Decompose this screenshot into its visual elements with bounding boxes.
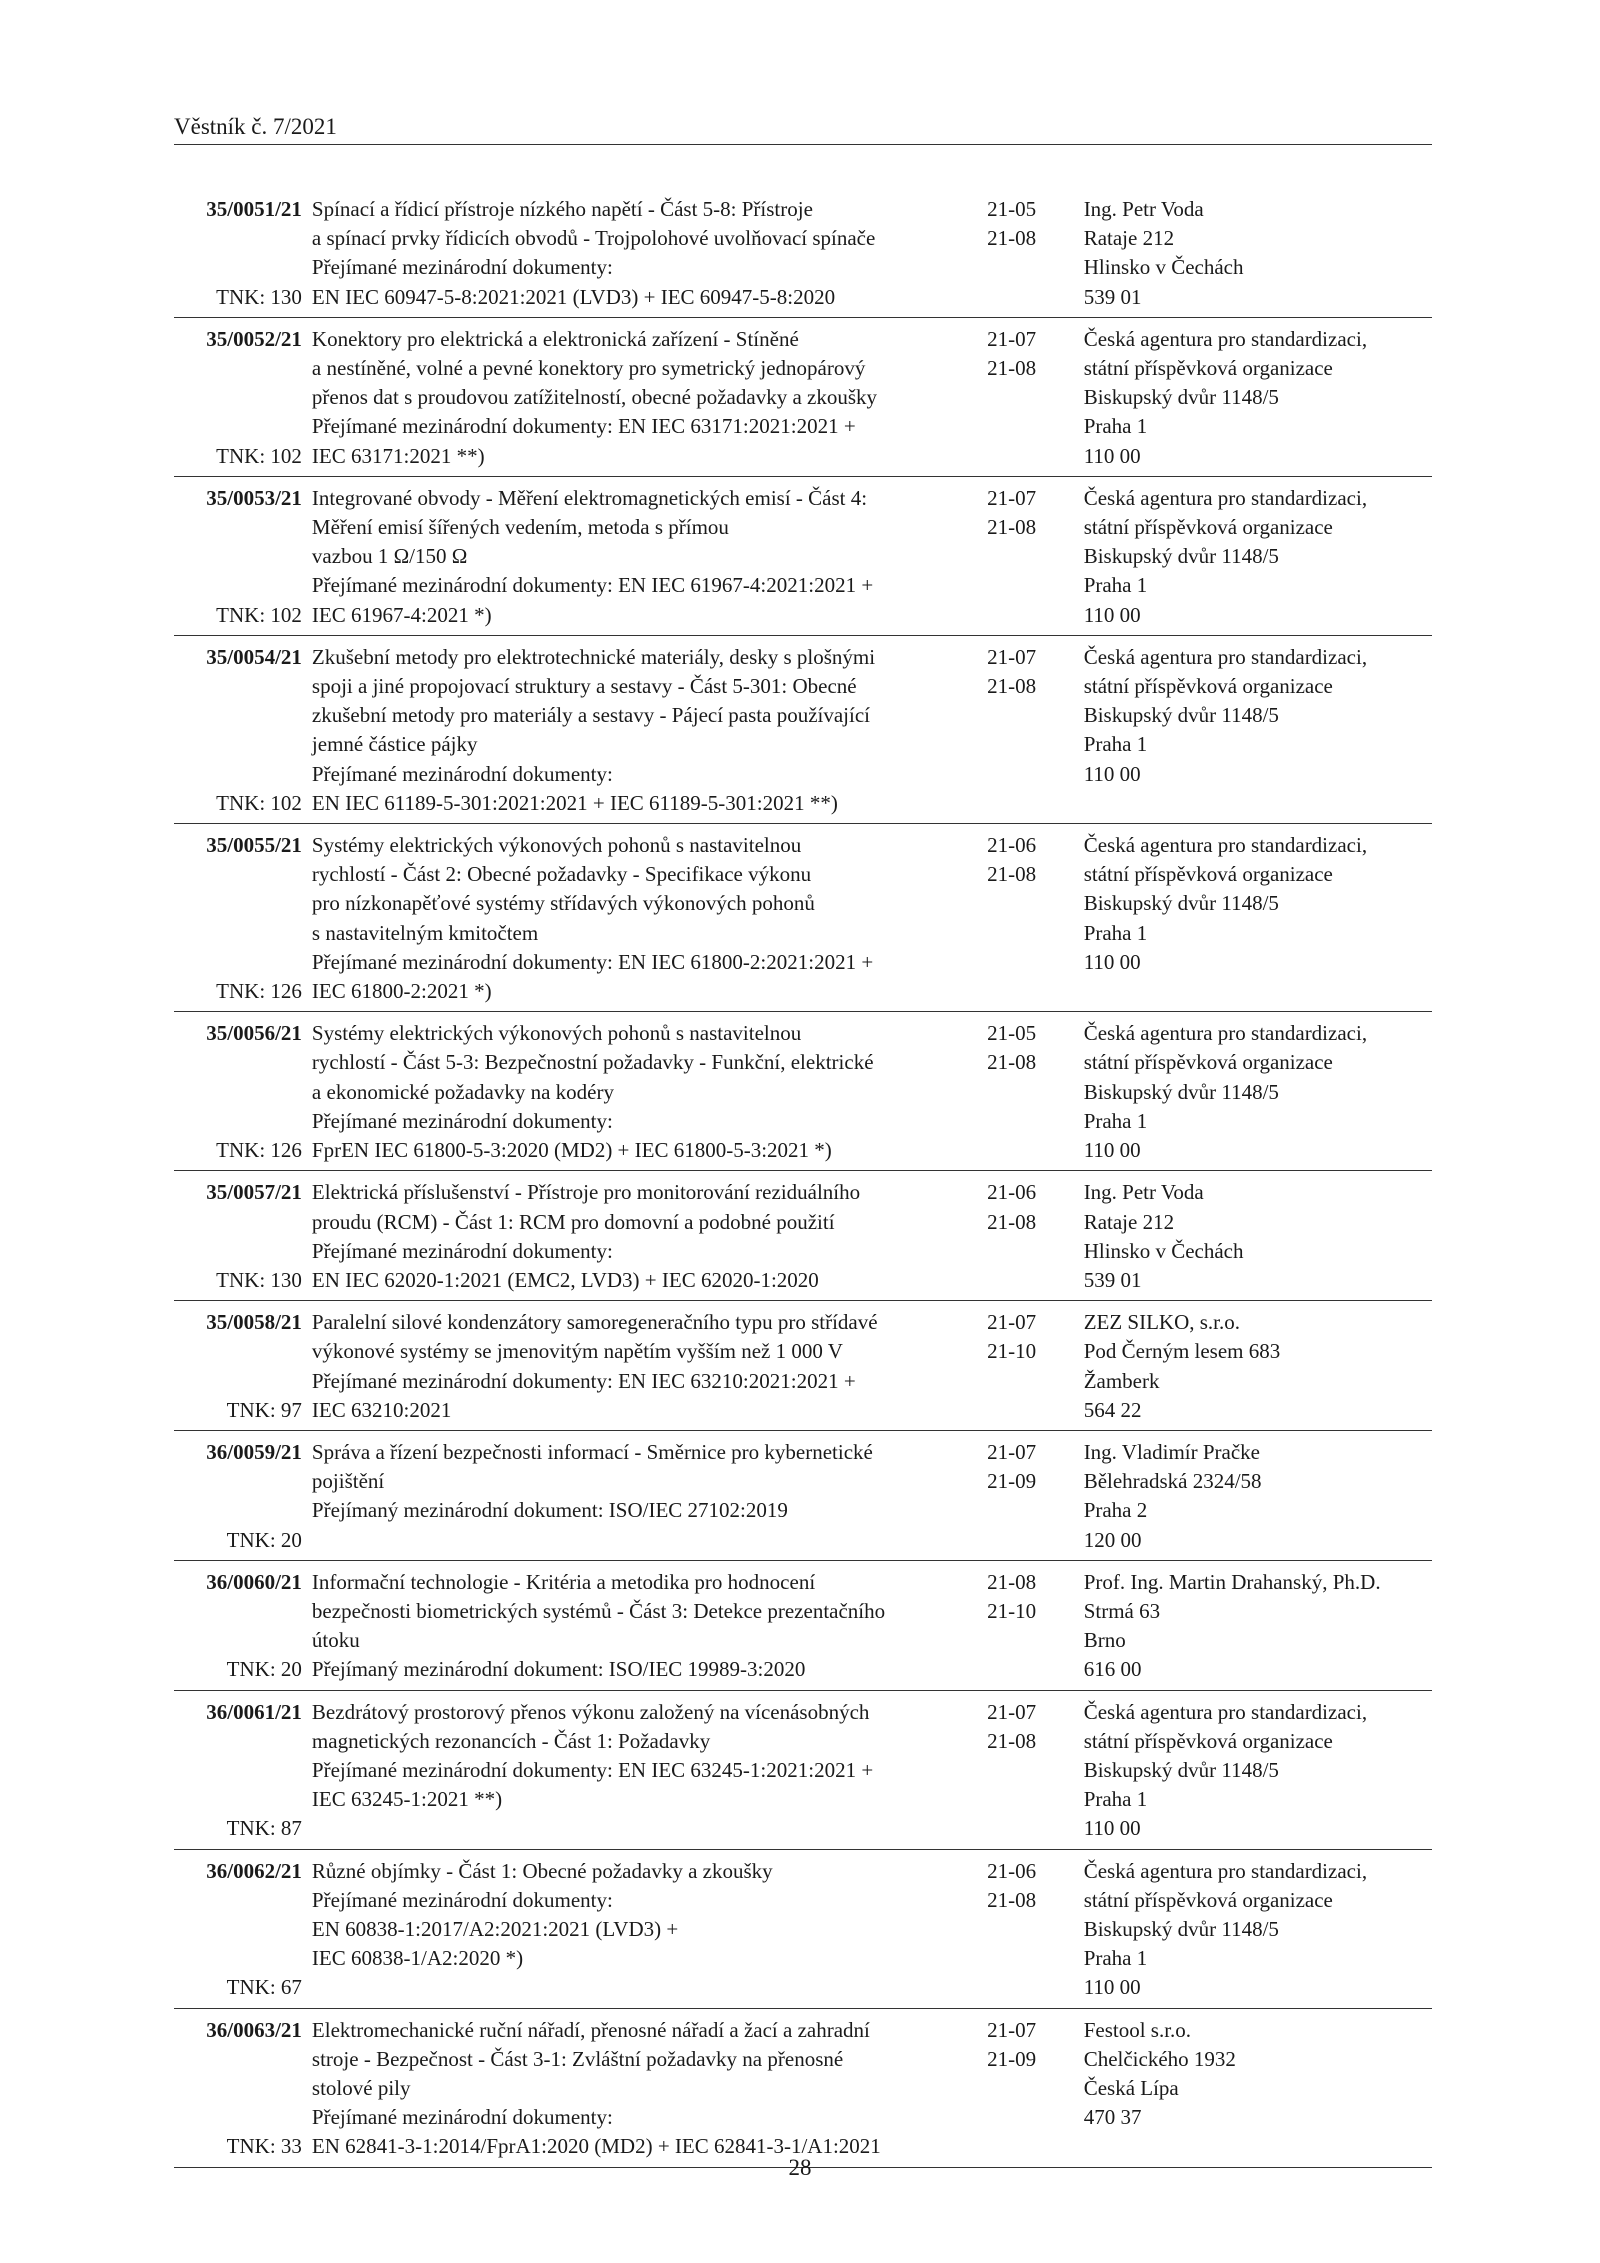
entry-title-line: a nestíněné, volné a pevné konektory pro symetrický jednopárový [311, 356, 866, 381]
entry-title [302, 325, 977, 471]
entry-dates [977, 195, 1074, 312]
entry-contact-line: Česká agentura pro standardizaci, [1083, 326, 1368, 351]
entry-dates-line: 21-08 [987, 674, 1037, 699]
entry-contact-line: státní příspěvková organizace [1083, 1887, 1333, 1912]
entry-id-column [174, 2016, 302, 2162]
entry-dates-line: 21-10 [987, 1339, 1037, 1364]
entry-title-line: Přejímané mezinárodní dokumenty: EN IEC 61967-4:2021:2021 + [311, 573, 874, 598]
entry-title-line: Elektromechanické ruční nářadí, přenosné nářadí a žací a zahradní [311, 2017, 870, 2042]
entry-title-line: Integrované obvody - Měření elektromagnetických emisí - Část 4: [311, 485, 868, 510]
entry-contact [1074, 643, 1432, 818]
entry-id-column [174, 1698, 302, 1844]
entry-dates-line: 21-08 [987, 1209, 1037, 1234]
entry-code: 36/0062/21 [206, 1858, 302, 1883]
entry-code: 36/0060/21 [206, 1569, 302, 1594]
entry-title-line: Přejímaný mezinárodní dokument: ISO/IEC 27102:2019 [311, 1498, 788, 1523]
entry-id-column [174, 195, 302, 312]
entry-contact-line: Praha 1 [1083, 732, 1148, 757]
entry-title-line: Informační technologie - Kritéria a metodika pro hodnocení [311, 1569, 816, 1594]
entry-tnk: TNK: 130 [216, 284, 302, 309]
entry-code: 35/0052/21 [206, 326, 302, 351]
entry-contact-line: Chelčického 1932 [1083, 2046, 1236, 2071]
entry-dates-line: 21-08 [987, 1887, 1037, 1912]
entry-title-line: pro nízkonapěťové systémy střídavých výkonových pohonů [311, 891, 815, 916]
entry-code: 35/0051/21 [206, 197, 302, 221]
standard-entry [174, 1301, 1432, 1431]
entry-tnk: TNK: 126 [216, 1138, 302, 1163]
entry-title-line: Systémy elektrických výkonových pohonů s nastavitelnou [311, 833, 802, 858]
standard-entry [174, 2009, 1432, 2168]
entry-title [302, 1178, 977, 1295]
entry-code: 35/0057/21 [206, 1180, 302, 1205]
entry-title-line: Přejímané mezinárodní dokumenty: [311, 2105, 613, 2130]
entry-contact-line: 110 00 [1083, 1975, 1141, 2000]
entry-title-line: Systémy elektrických výkonových pohonů s nastavitelnou [311, 1021, 802, 1046]
entry-contact [1074, 1019, 1432, 1165]
entry-contact-line: Ing. Vladimír Pračke [1083, 1439, 1261, 1464]
entry-id-column [174, 484, 302, 630]
entry-contact [1074, 1438, 1432, 1555]
entry-dates-line: 21-06 [987, 1180, 1037, 1205]
entry-contact [1074, 2016, 1432, 2162]
entry-title-line: IEC 63171:2021 **) [311, 443, 485, 468]
entry-dates [977, 831, 1074, 1006]
entry-title-line: Spínací a řídicí přístroje nízkého napětí - Část 5-8: Přístroje [311, 197, 813, 221]
entry-contact-line: Biskupský dvůr 1148/5 [1083, 1079, 1279, 1104]
entry-contact [1074, 831, 1432, 1006]
entry-dates-line: 21-07 [987, 1439, 1037, 1464]
entry-id-column [174, 325, 302, 471]
entry-dates-line: 21-07 [987, 1310, 1037, 1335]
entry-contact-line: Česká agentura pro standardizaci, [1083, 1858, 1368, 1883]
entry-title-line: Přejímané mezinárodní dokumenty: [311, 1238, 613, 1263]
entry-id-column [174, 1857, 302, 2003]
entry-title-line: FprEN IEC 61800-5-3:2020 (MD2) + IEC 61800-5-3:2021 *) [311, 1138, 832, 1163]
entry-code: 36/0059/21 [206, 1439, 302, 1464]
entry-id-column [174, 831, 302, 1006]
entry-contact-line: Pod Černým lesem 683 [1083, 1339, 1281, 1364]
entry-title [302, 1308, 977, 1425]
entry-title-line: Přejímané mezinárodní dokumenty: [311, 1887, 613, 1912]
entry-title-line: EN 60838-1:2017/A2:2021:2021 (LVD3) + [311, 1916, 679, 1941]
entry-contact-line: Biskupský dvůr 1148/5 [1083, 1916, 1279, 1941]
entry-dates [977, 1568, 1074, 1685]
entry-title-line: výkonové systémy se jmenovitým napětím vyšším než 1 000 V [311, 1339, 843, 1364]
entry-id-column [174, 1308, 302, 1425]
entry-dates [977, 1019, 1074, 1165]
entry-title-line: a spínací prvky řídicích obvodů - Trojpolohové uvolňovací spínače [311, 226, 876, 251]
entry-title-line: Přejímané mezinárodní dokumenty: EN IEC 61800-2:2021:2021 + [311, 949, 874, 974]
entry-dates-line: 21-05 [987, 1021, 1037, 1046]
entry-code: 35/0054/21 [206, 644, 302, 669]
entry-code: 36/0061/21 [206, 1699, 302, 1724]
entry-title [302, 1698, 977, 1844]
entry-id-column [174, 643, 302, 818]
entry-contact-line: 110 00 [1083, 1816, 1141, 1841]
entry-title [302, 1019, 977, 1165]
entry-dates-line: 21-08 [987, 1728, 1037, 1753]
entry-title-line: Přejímané mezinárodní dokumenty: [311, 255, 613, 280]
entry-title-line: Zkušební metody pro elektrotechnické materiály, desky s plošnými [311, 644, 876, 669]
entry-contact-line: Biskupský dvůr 1148/5 [1083, 544, 1279, 569]
entry-dates-line: 21-07 [987, 644, 1037, 669]
entry-title [302, 1438, 977, 1555]
entry-contact-line: Praha 2 [1083, 1498, 1148, 1523]
entry-tnk: TNK: 20 [226, 1657, 302, 1682]
standard-entry [174, 1850, 1432, 2009]
entry-title-line: EN IEC 62020-1:2021 (EMC2, LVD3) + IEC 62020-1:2020 [311, 1267, 819, 1292]
entry-contact-line: 110 00 [1083, 761, 1141, 786]
entry-dates-line: 21-08 [987, 515, 1037, 540]
entry-contact-line: 564 22 [1083, 1397, 1142, 1422]
entry-title [302, 195, 977, 312]
header-divider [174, 144, 1432, 145]
entry-title-line: Přejímané mezinárodní dokumenty: EN IEC 63171:2021:2021 + [311, 414, 856, 439]
entry-title-line: proudu (RCM) - Část 1: RCM pro domovní a podobné použití [311, 1209, 835, 1234]
standard-entry [174, 1171, 1432, 1301]
entry-title-line: Měření emisí šířených vedením, metoda s přímou [311, 515, 729, 540]
entry-dates [977, 484, 1074, 630]
entry-tnk: TNK: 33 [226, 2134, 302, 2159]
entry-contact-line: Prof. Ing. Martin Drahanský, Ph.D. [1083, 1569, 1381, 1594]
entry-title-line: Paralelní silové kondenzátory samoregeneračního typu pro střídavé [311, 1310, 878, 1335]
entry-id-column [174, 1438, 302, 1555]
entry-contact-line: Česká agentura pro standardizaci, [1083, 1699, 1368, 1724]
entry-contact-line: Rataje 212 [1083, 1209, 1175, 1234]
entry-contact-line: státní příspěvková organizace [1083, 674, 1333, 699]
entry-title [302, 643, 977, 818]
page-header-title: Věstník č. 7/2021 [174, 114, 337, 139]
entry-tnk: TNK: 102 [216, 443, 302, 468]
entry-contact-line: Praha 1 [1083, 1946, 1148, 1971]
entry-tnk: TNK: 67 [226, 1975, 302, 2000]
entry-contact-line: 110 00 [1083, 602, 1141, 627]
entry-contact-line: 110 00 [1083, 949, 1141, 974]
entry-contact-line: Strmá 63 [1083, 1598, 1161, 1623]
entry-title-line: rychlostí - Část 2: Obecné požadavky - Specifikace výkonu [311, 862, 812, 887]
entry-tnk: TNK: 20 [226, 1527, 302, 1552]
entry-contact-line: Bělehradská 2324/58 [1083, 1469, 1262, 1494]
entry-contact-line: Brno [1083, 1628, 1126, 1653]
entry-contact-line: Praha 1 [1083, 414, 1148, 439]
entry-title [302, 1857, 977, 2003]
entry-dates-line: 21-08 [987, 1050, 1037, 1075]
entry-tnk: TNK: 87 [226, 1816, 302, 1841]
entry-dates-line: 21-06 [987, 1858, 1037, 1883]
entry-contact-line: 539 01 [1083, 1267, 1142, 1292]
entry-contact-line: Česká agentura pro standardizaci, [1083, 485, 1368, 510]
entry-contact-line: 110 00 [1083, 443, 1141, 468]
entry-dates-line: 21-07 [987, 1699, 1037, 1724]
entry-tnk: TNK: 97 [226, 1397, 302, 1422]
entry-code: 35/0058/21 [206, 1310, 302, 1335]
entry-dates-line: 21-08 [987, 1569, 1037, 1594]
entry-contact [1074, 1568, 1432, 1685]
entry-contact-line: Ing. Petr Voda [1083, 197, 1204, 221]
entry-title-line: s nastavitelným kmitočtem [311, 920, 539, 945]
entry-dates-line: 21-05 [987, 197, 1037, 221]
entry-contact [1074, 1857, 1432, 2003]
entry-title-line: EN IEC 61189-5-301:2021:2021 + IEC 61189-5-301:2021 **) [311, 790, 838, 815]
entry-dates-line: 21-09 [987, 1469, 1037, 1494]
entry-contact-line: státní příspěvková organizace [1083, 1728, 1333, 1753]
entry-tnk: TNK: 102 [216, 602, 302, 627]
entry-title [302, 484, 977, 630]
entry-title-line: Přejímané mezinárodní dokumenty: EN IEC 63210:2021:2021 + [311, 1368, 856, 1393]
standard-entry [174, 1431, 1432, 1561]
entry-title-line: IEC 61800-2:2021 *) [311, 979, 492, 1004]
entry-contact-line: státní příspěvková organizace [1083, 1050, 1333, 1075]
entry-contact-line: Praha 1 [1083, 1108, 1148, 1133]
entry-title-line: IEC 63245-1:2021 **) [311, 1787, 503, 1812]
entry-contact-line: Česká Lípa [1083, 2075, 1179, 2100]
entry-title-line: vazbou 1 Ω/150 Ω [311, 544, 468, 569]
entry-dates-line: 21-08 [987, 226, 1037, 251]
entry-id-column [174, 1019, 302, 1165]
entry-dates [977, 1438, 1074, 1555]
standard-entry [174, 318, 1432, 477]
entry-contact-line: Biskupský dvůr 1148/5 [1083, 385, 1279, 410]
entry-contact-line: Biskupský dvůr 1148/5 [1083, 1757, 1279, 1782]
entry-contact-line: Praha 1 [1083, 573, 1148, 598]
entry-code: 36/0063/21 [206, 2017, 302, 2042]
entry-title-line: Různé objímky - Část 1: Obecné požadavky a zkoušky [311, 1858, 773, 1883]
entry-contact-line: Hlinsko v Čechách [1083, 255, 1244, 280]
entry-dates-line: 21-07 [987, 485, 1037, 510]
entry-title-line: EN 62841-3-1:2014/FprA1:2020 (MD2) + IEC 62841-3-1/A1:2021 [311, 2134, 881, 2159]
entry-contact [1074, 484, 1432, 630]
entry-contact-line: Česká agentura pro standardizaci, [1083, 833, 1368, 858]
entry-contact-line: Biskupský dvůr 1148/5 [1083, 891, 1279, 916]
entry-contact-line: Biskupský dvůr 1148/5 [1083, 703, 1279, 728]
entry-title-line: EN IEC 60947-5-8:2021:2021 (LVD3) + IEC 60947-5-8:2020 [311, 284, 836, 309]
standard-entry [174, 824, 1432, 1012]
entry-dates-line: 21-07 [987, 2017, 1037, 2042]
entry-title-line: IEC 63210:2021 [311, 1397, 452, 1422]
entry-contact [1074, 1178, 1432, 1295]
entry-contact-line: 616 00 [1083, 1657, 1142, 1682]
entry-dates-line: 21-08 [987, 862, 1037, 887]
entry-dates-line: 21-08 [987, 356, 1037, 381]
entry-contact-line: Česká agentura pro standardizaci, [1083, 1021, 1368, 1046]
standard-entry [174, 636, 1432, 824]
entry-title-line: magnetických rezonancích - Část 1: Požadavky [311, 1728, 711, 1753]
page-number: 28 [788, 2155, 812, 2180]
entry-contact-line: Hlinsko v Čechách [1083, 1238, 1244, 1263]
entry-code: 35/0056/21 [206, 1021, 302, 1046]
entry-contact-line: Praha 1 [1083, 920, 1148, 945]
entry-dates [977, 1857, 1074, 2003]
standard-entry [174, 1561, 1432, 1691]
entry-title [302, 2016, 977, 2162]
entry-title-line: Elektrická příslušenství - Přístroje pro monitorování reziduálního [311, 1180, 861, 1205]
entry-title-line: IEC 61967-4:2021 *) [311, 602, 492, 627]
entry-tnk: TNK: 102 [216, 790, 302, 815]
entry-contact-line: státní příspěvková organizace [1083, 356, 1333, 381]
entry-title-line: a ekonomické požadavky na kodéry [311, 1079, 614, 1104]
entry-title-line: Správa a řízení bezpečnosti informací - Směrnice pro kybernetické [311, 1439, 873, 1464]
entry-dates [977, 2016, 1074, 2162]
entry-contact-line: 539 01 [1083, 284, 1142, 309]
entry-id-column [174, 1178, 302, 1295]
entry-title-line: rychlostí - Část 5-3: Bezpečnostní požadavky - Funkční, elektrické [311, 1050, 874, 1075]
entry-title-line: Bezdrátový prostorový přenos výkonu založený na vícenásobných [311, 1699, 870, 1724]
entry-contact-line: 110 00 [1083, 1138, 1141, 1163]
entry-contact-line: 470 37 [1083, 2105, 1142, 2130]
entry-dates [977, 643, 1074, 818]
standard-entry [174, 1012, 1432, 1171]
entry-tnk: TNK: 130 [216, 1267, 302, 1292]
entry-title-line: Konektory pro elektrická a elektronická zařízení - Stíněné [311, 326, 799, 351]
standards-table [174, 188, 1432, 2168]
entry-title-line: Přejímané mezinárodní dokumenty: [311, 1108, 613, 1133]
standard-entry [174, 477, 1432, 636]
entry-title-line: spoji a jiné propojovací struktury a sestavy - Část 5-301: Obecné [311, 674, 857, 699]
entry-dates-line: 21-06 [987, 833, 1037, 858]
entry-title-line: útoku [311, 1628, 360, 1653]
entry-dates-line: 21-09 [987, 2046, 1037, 2071]
entry-dates-line: 21-07 [987, 326, 1037, 351]
entry-contact-line: Praha 1 [1083, 1787, 1148, 1812]
entry-contact-line: 120 00 [1083, 1527, 1142, 1552]
entry-title [302, 1568, 977, 1685]
entry-contact-line: Festool s.r.o. [1083, 2017, 1192, 2042]
entry-title-line: stroje - Bezpečnost - Část 3-1: Zvláštní požadavky na přenosné [311, 2046, 844, 2071]
entry-title-line: bezpečnosti biometrických systémů - Část 3: Detekce prezentačního [311, 1598, 886, 1623]
entry-title-line: přenos dat s proudovou zatížitelností, obecné požadavky a zkoušky [311, 385, 878, 410]
entry-contact-line: Česká agentura pro standardizaci, [1083, 644, 1368, 669]
entry-contact-line: Žamberk [1083, 1368, 1160, 1393]
entry-title-line: zkušební metody pro materiály a sestavy - Pájecí pasta používající [311, 703, 870, 728]
entry-contact-line: státní příspěvková organizace [1083, 862, 1333, 887]
entry-id-column [174, 1568, 302, 1685]
entry-dates [977, 325, 1074, 471]
entry-title-line: stolové pily [311, 2075, 411, 2100]
entry-tnk: TNK: 126 [216, 979, 302, 1004]
entry-contact [1074, 325, 1432, 471]
entry-contact [1074, 195, 1432, 312]
entry-contact [1074, 1698, 1432, 1844]
entry-title-line: jemné částice pájky [311, 732, 478, 757]
entry-dates [977, 1308, 1074, 1425]
entry-contact-line: státní příspěvková organizace [1083, 515, 1333, 540]
entry-code: 35/0053/21 [206, 485, 302, 510]
entry-contact-line: ZEZ SILKO, s.r.o. [1083, 1310, 1241, 1335]
entry-dates [977, 1178, 1074, 1295]
entry-title [302, 831, 977, 1006]
entry-code: 35/0055/21 [206, 833, 302, 858]
entry-contact [1074, 1308, 1432, 1425]
entry-dates-line: 21-10 [987, 1598, 1037, 1623]
standard-entry [174, 188, 1432, 318]
entry-title-line: Přejímané mezinárodní dokumenty: [311, 761, 613, 786]
entry-contact-line: Ing. Petr Voda [1083, 1180, 1204, 1205]
entry-contact-line: Rataje 212 [1083, 226, 1175, 251]
entry-dates [977, 1698, 1074, 1844]
standard-entry [174, 1691, 1432, 1850]
entry-title-line: pojištění [311, 1469, 385, 1494]
entry-title-line: Přejímaný mezinárodní dokument: ISO/IEC 19989-3:2020 [311, 1657, 806, 1682]
entry-title-line: IEC 60838-1/A2:2020 *) [311, 1946, 524, 1971]
entry-title-line: Přejímané mezinárodní dokumenty: EN IEC 63245-1:2021:2021 + [311, 1757, 874, 1782]
